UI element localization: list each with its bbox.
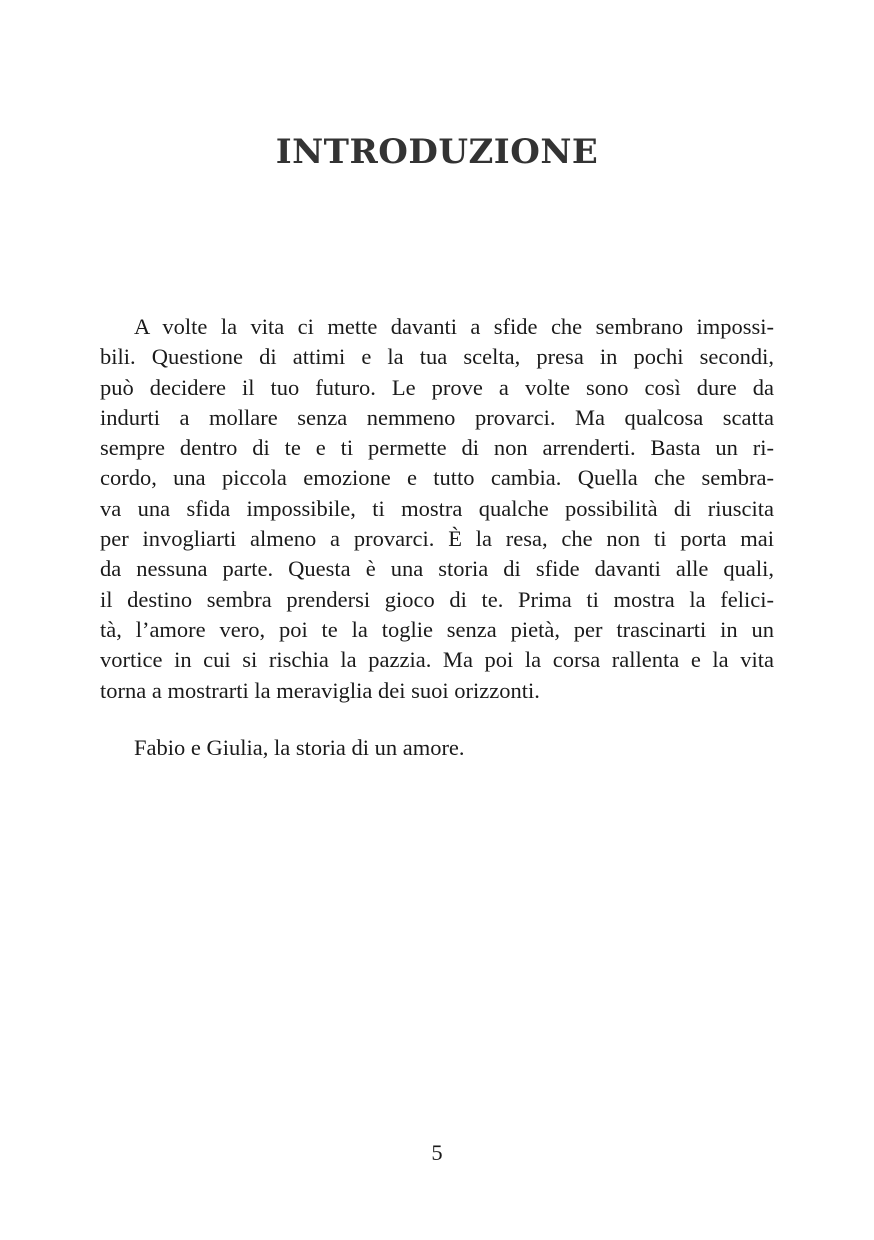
paragraph-line: torna a mostrarti la meraviglia dei suoi orizzonti.	[100, 677, 540, 703]
chapter-title: INTRODUZIONE	[275, 132, 599, 172]
paragraph-line: sempre dentro di te e ti permette di non arrenderti. Basta un ri-	[100, 435, 774, 461]
paragraph-line: può decidere il tuo futuro. Le prove a volte sono così dure da	[100, 374, 774, 400]
paragraph-line: per invogliarti almeno a provarci. È la resa, che non ti porta mai	[100, 526, 774, 552]
paragraph-line: vortice in cui si rischia la pazzia. Ma poi la corsa rallenta e la vita	[100, 647, 774, 673]
intro-paragraph	[100, 312, 774, 706]
paragraph-line: indurti a mollare senza nemmeno provarci. Ma qualcosa scatta	[100, 404, 774, 430]
paragraph-line: A volte la vita ci mette davanti a sfide che sembrano impossi-	[134, 314, 774, 339]
paragraph-line: cordo, una piccola emozione e tutto cambia. Quella che sembra-	[100, 465, 774, 491]
paragraph-line: tà, l’amore vero, poi te la toglie senza pietà, per trascinarti in un	[100, 616, 774, 642]
paragraph-line: da nessuna parte. Questa è una storia di sfide davanti alle quali,	[100, 556, 774, 582]
paragraph-line: va una sfida impossibile, ti mostra qualche possibilità di riuscita	[100, 495, 774, 521]
paragraph-line: il destino sembra prendersi gioco di te. Prima ti mostra la felici-	[100, 586, 774, 612]
paragraph-line: bili. Questione di attimi e la tua scelta, presa in pochi secondi,	[100, 344, 774, 370]
closing-line: Fabio e Giulia, la storia di un amore.	[134, 735, 465, 760]
page-number: 5	[431, 1140, 443, 1165]
